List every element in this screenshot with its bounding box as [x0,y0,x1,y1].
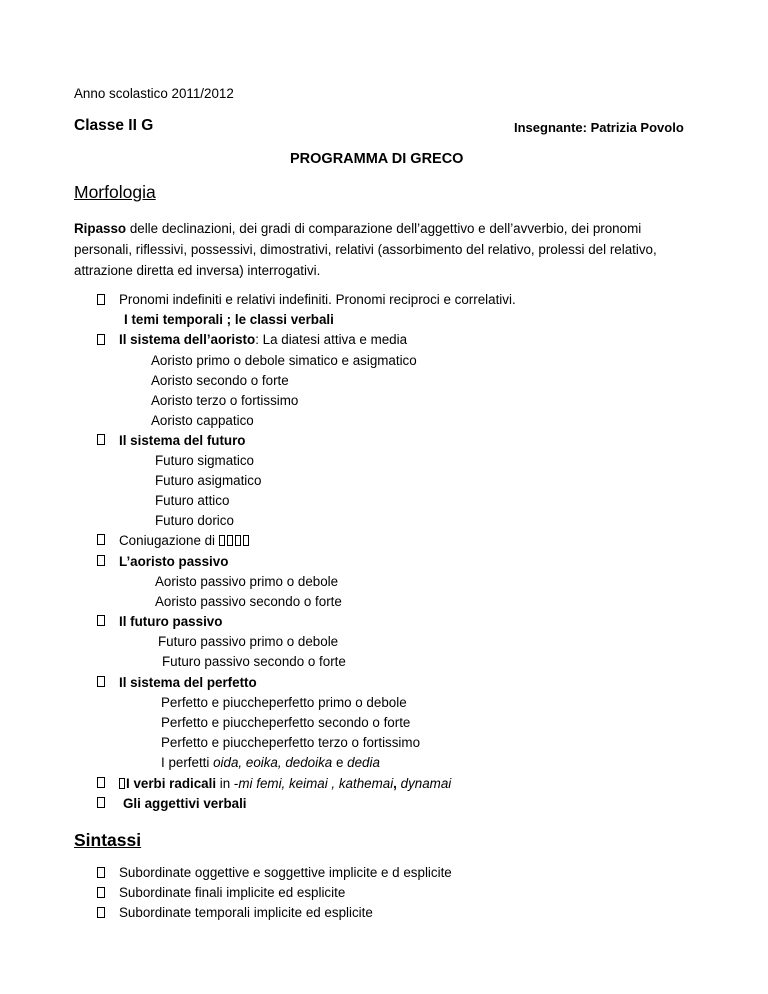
bullet-icon [97,294,105,305]
perfetto-sub-3: Perfetto e piuccheperfetto terzo o fortissimo [161,735,421,750]
class-label: Classe II G [74,117,154,134]
item-futuro: Il sistema del futuro [119,433,246,448]
sintassi-item-1: Subordinate oggettive e soggettive implicite e d esplicite [119,865,452,880]
perfetti-line: I perfetti oida, eoika, dedoika e dedia [161,755,380,770]
missing-glyph-icon [235,535,241,546]
futuro-sub-1: Futuro sigmatico [155,453,254,468]
missing-glyph-icon [219,535,225,546]
perfetto-sub-2: Perfetto e piuccheperfetto secondo o forte [161,715,411,730]
bullet-icon [97,334,105,345]
futuro-sub-4: Futuro dorico [155,513,234,528]
heading-sintassi: Sintassi [74,830,142,850]
bullet-icon [97,777,105,788]
bullet-icon [97,867,105,878]
aoristo-passivo-sub-2: Aoristo passivo secondo o forte [155,594,342,609]
item-radicali: I verbi radicali in -mi femi, keimai , kathemai, dynamai [119,776,451,791]
bullet-icon [97,676,105,687]
item-futuro-passivo: Il futuro passivo [119,614,223,629]
futuro-passivo-sub-2: Futuro passivo secondo o forte [162,654,346,669]
item-aoristo-passivo: L’aoristo passivo [119,554,229,569]
futuro-sub-2: Futuro asigmatico [155,473,262,488]
bullet-icon [97,534,105,545]
teacher-label: Insegnante: Patrizia Povolo [514,120,684,135]
bullet-icon [97,907,105,918]
aoristo-sub-1: Aoristo primo o debole simatico e asigmatico [151,353,417,368]
perfetto-sub-1: Perfetto e piuccheperfetto primo o debole [161,695,407,710]
aoristo-sub-3: Aoristo terzo o fortissimo [151,393,299,408]
sintassi-item-2: Subordinate finali implicite ed esplicite [119,885,346,900]
missing-glyph-icon [119,778,125,789]
bullet-icon [97,555,105,566]
missing-glyph-icon [243,535,249,546]
school-year: Anno scolastico 2011/2012 [74,86,234,101]
intro-bold: Ripasso [74,221,127,236]
item-aggettivi: Gli aggettivi verbali [123,796,247,811]
sintassi-item-3: Subordinate temporali implicite ed esplicite [119,905,373,920]
item-temi: I temi temporali ; le classi verbali [124,312,334,327]
futuro-sub-3: Futuro attico [155,493,230,508]
item-pronomi: Pronomi indefiniti e relativi indefiniti. Pronomi reciproci e correlativi. [119,292,516,307]
heading-morfologia: Morfologia [74,182,156,202]
bullet-icon [97,887,105,898]
missing-glyph-icon [227,535,233,546]
aoristo-sub-4: Aoristo cappatico [151,413,254,428]
page-title: PROGRAMMA DI GRECO [290,151,464,167]
futuro-passivo-sub-1: Futuro passivo primo o debole [158,634,339,649]
bullet-icon [97,615,105,626]
bullet-icon [97,434,105,445]
intro-text: delle declinazioni, dei gradi di comparazione dell’aggettivo e dell’avverbio, dei pronomi personali, riflessivi, possessivi, dimostrativi, relativi (assorbimento del relativo, prolessi del relativo, attrazione diretta ed inversa) interrogativi. [74,221,657,278]
aoristo-passivo-sub-1: Aoristo passivo primo o debole [155,574,339,589]
aoristo-sub-2: Aoristo secondo o forte [151,373,289,388]
item-perfetto: Il sistema del perfetto [119,675,257,690]
intro-paragraph [74,218,699,281]
item-aoristo: Il sistema dell’aoristo: La diatesi attiva e media [119,332,408,347]
bullet-icon [97,797,105,808]
item-coniugazione: Coniugazione di [119,533,251,548]
